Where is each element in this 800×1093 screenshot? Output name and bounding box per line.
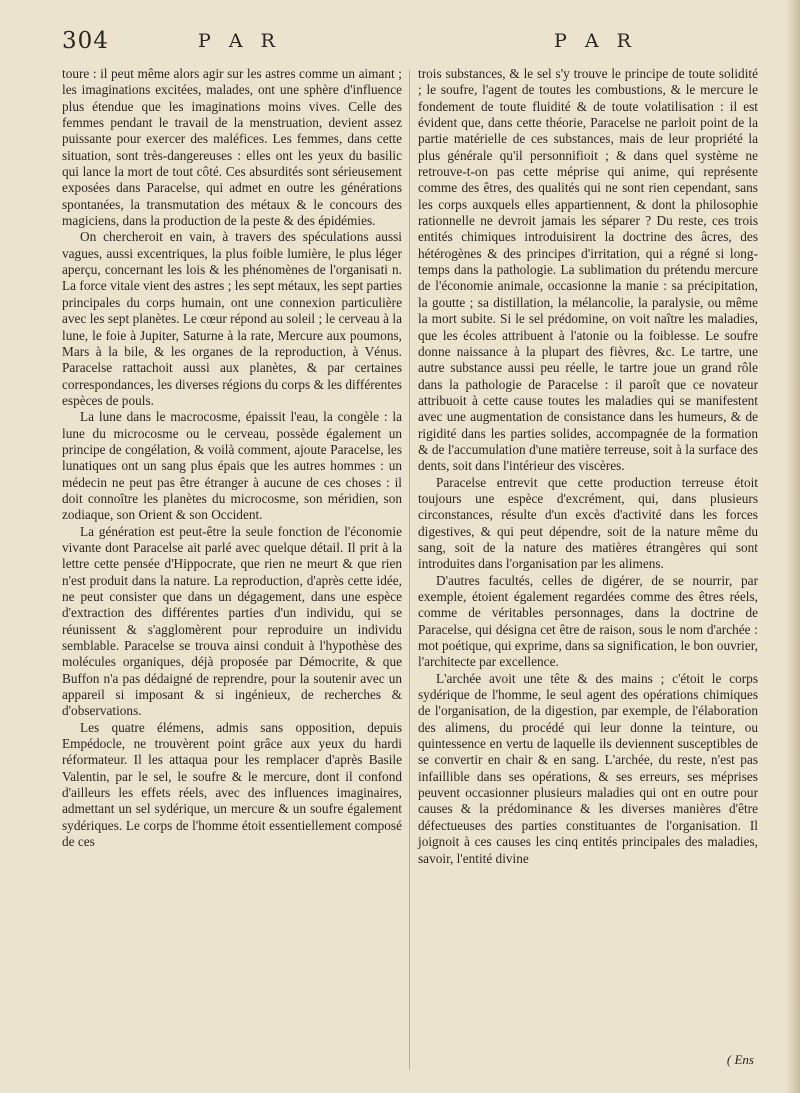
right-column (418, 66, 758, 867)
paragraph: La génération est peut-être la seule fonction de l'économie vivante dont Paracelse ait parlé avec quelque détail. Il prit à la lettre cette pensée d'Hippocrate, que rien ne meurt & que rien n'est produit dans la nature. La reproduction, d'après cette idée, ne peut consister que dans un dégagement, dans une espèce d'extraction des différentes parties d'un individu, qui se réunissent & s'agglomèrent pour reproduire un individu semblable. Paracelse se trouva ainsi conduit à l'hypothèse des molécules organiques, déjà proposée par Démocrite, & que Buffon n'a pas dédaigné de reprendre, pour la soutenir avec un appareil si imposant & si ingénieux, de recherches & d'observations. (62, 523, 402, 719)
paragraph: La lune dans le macrocosme, épaissit l'eau, la congèle : la lune du microcosme ou le cerveau, possède également un principe de congélation, & voilà comment, ajoute Paracelse, les lunatiques ont un sang plus épais que les autres hommes : un médecin ne peut pas être étranger à aucune de ces choses : il doit connoître les planètes du microcosme, son méridien, son zodiaque, son Orient & son Occident. (62, 409, 402, 523)
paragraph: toure : il peut même alors agir sur les astres comme un aimant ; les imaginations excitées, malades, ont une sphère d'influence plus étendue que les imaginations moins vives. Celle des femmes pendant le travail de la menstruation, devient assez puissante pour exercer des maléfices. Les femmes, dans cette situation, sont très-dangereuses : elles ont les yeux du basilic qui lance la mort de tout côté. Ces absurdités sont sérieusement exposées dans Paracelse, qui admet en outre les générations spontanées, la transmutation des métaux & le concours des magiciens, dans la production de la peste & des épidémies. (62, 66, 402, 229)
running-head-right: P A R (554, 30, 637, 52)
running-head-left: P A R (198, 30, 281, 52)
catchword: ( Ens (726, 1052, 754, 1067)
paragraph: Les quatre élémens, admis sans opposition, depuis Empédocle, ne trouvèrent point grâce aux yeux du hardi réformateur. Il les attaqua pour les remplacer d'après Basile Valentin, par le sel, le soufre & le mercure, dont il confond d'ailleurs les effets réels, avec des influences imaginaires, admettant un sel sydérique, un mercure & un soufre également sydériques. Le corps de l'homme étoit essentiellement composé de ces (62, 719, 402, 850)
paragraph: trois substances, & le sel s'y trouve le principe de toute solidité ; le soufre, l'agent de toutes les combustions, & le mercure le fondement de toute fluidité & de toute volatilisation : il est évident que, dans cette théorie, Paracelse ne parloit point de la partie matérielle de ces substances, mais de leur propriété la plus générale qu'il personnifioit ; & dans quel système ne retrouve-t-on pas cette méprise qui anime, qui représente comme des êtres, des qualités qui ne sont rien cependant, sans les corps auxquels elles appartiennent, & dont la philosophie rationnelle ne devroit jamais les séparer ? Du reste, ces trois entités chimiques introduisirent la doctrine des âcres, des hétérogènes & des principes d'irritation, qui a régné si long-temps dans la pathologie. La sublimation du prétendu mercure de l'économie animale, occasionne la manie : sa précipitation, la goutte ; sa distillation, la mélancolie, la paralysie, ou même la mort subite. Si le sel prédomine, on voit naître les maladies, que les écoles attribuent à l'atonie ou la foiblesse. Le soufre donne naissance à la plupart des fièvres, &c. Le tartre, une autre substance aussi peu réelle, le tartre joue un grand rôle dans la pathologie de Paracelse : il paroît que ce novateur attribuoit à cette cause toutes les maladies qui se manifestent avec une augmentation de consistance dans les humeurs, & de rigidité dans les parties solides, accompagnée de la formation & de l'accumulation d'une matière terreuse, soit à la surface des dents, soit dans l'intérieur des viscères. (418, 66, 758, 474)
page-header (0, 28, 800, 64)
left-column (62, 66, 402, 851)
paragraph: On chercheroit en vain, à travers des spéculations aussi vagues, aussi excentriques, la plus foible lumière, le plus léger aperçu, concernant les lois & les phénomènes de l'organisati n. La force vitale vient des astres ; les sept métaux, les sept parties principales du corps humain, ont une connexion particulière avec les sept planètes. Le cœur répond au soleil ; le cerveau à la lune, le foie à Jupiter, Saturne à la rate, Mercure aux poumons, Mars à la bile, & les organes de la reproduction, à Vénus. Paracelse rattachoit aussi aux planètes, & par certaines correspondances, les diverses régions du corps & les différentes espèces de pouls. (62, 229, 402, 408)
page-edge (786, 0, 800, 1093)
column-divider (409, 70, 410, 1070)
paragraph: D'autres facultés, celles de digérer, de se nourrir, par exemple, étoient également regardées comme des êtres réels, comme de véritables personnages, dans la doctrine de Paracelse, qui désigna cet être de raison, sous le nom d'archée : mot poétique, qui exprime, dans sa signification, le bon ouvrier, l'architecte par excellence. (418, 572, 758, 670)
paragraph: Paracelse entrevit que cette production terreuse étoit toujours une espèce d'excrément, qui, dans plusieurs circonstances, résulte d'un excès d'activité dans les forces digestives, & qui peut dépendre, soit de la nature même du sang, soit de la nature des matières étrangères qui sont introduites dans l'organisation par les alimens. (418, 474, 758, 572)
page-number: 304 (62, 28, 109, 54)
paragraph: L'archée avoit une tête & des mains ; c'étoit le corps sydérique de l'homme, le seul agent des opérations chimiques de l'organisation, de la digestion, par exemple, de l'élaboration des alimens, du procédé qui leur donne la teinture, ou quintessence en vertu de laquelle ils deviennent susceptibles de se convertir en chair & en sang. L'archée, du reste, n'est pas infaillible dans ses opérations, & ses erreurs, ses méprises peuvent occasionner plusieurs maladies qui ont en outre pour causes & la prédominance & les diverses manières d'être défectueuses des parties constituantes de l'organisation. Il joignoit à ces causes les cinq entités principales des maladies, savoir, l'entité divine (418, 670, 758, 866)
